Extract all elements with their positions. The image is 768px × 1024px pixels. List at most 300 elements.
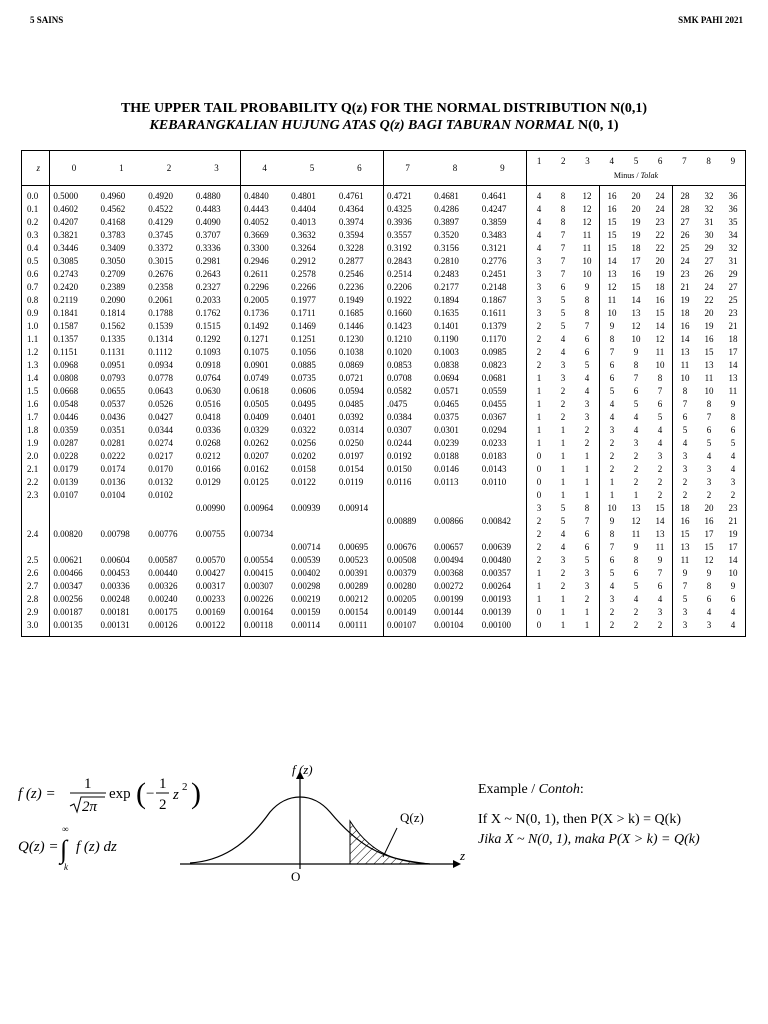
- table-row: [22, 372, 746, 385]
- difference-cell: 4: [609, 412, 615, 422]
- difference-cell: 1: [584, 607, 590, 617]
- difference-group: [672, 619, 745, 637]
- difference-cell: 1: [584, 451, 590, 461]
- probability-cell: 0.0764: [193, 372, 241, 385]
- probability-cell: 0.3228: [336, 242, 384, 255]
- probability-cell: 0.00280: [386, 581, 417, 591]
- difference-cell: 28: [680, 191, 690, 201]
- difference-cell: 1: [536, 594, 542, 604]
- probability-cell: 0.4404: [291, 204, 316, 214]
- probability-cell: 0.3446: [53, 243, 79, 253]
- pdf-lhs: f (z) =: [18, 786, 56, 802]
- difference-cell: 10: [607, 308, 617, 318]
- probability-cell: [193, 541, 241, 554]
- difference-cell: 11: [704, 373, 714, 383]
- difference-cell: 2: [584, 425, 590, 435]
- difference-cell: 5: [584, 555, 590, 565]
- difference-cell: 6: [633, 386, 639, 396]
- difference-cell: 3: [560, 373, 566, 383]
- difference-cell: 6: [657, 399, 663, 409]
- probability-cell: 0.0735: [291, 373, 316, 383]
- diff-header-2: 2: [561, 156, 566, 166]
- probability-cell: [145, 515, 193, 528]
- example-line-malay: Jika X ~ N(0, 1), maka P(X > k) = Q(k): [478, 832, 700, 847]
- probability-cell: 0.2743: [53, 269, 79, 279]
- difference-group: [672, 216, 745, 229]
- difference-cell: 4: [682, 438, 688, 448]
- probability-cell: 0.00734: [244, 529, 274, 539]
- difference-cell: 2: [609, 607, 615, 617]
- difference-group: [672, 476, 745, 489]
- probability-cell: 0.1020: [386, 347, 412, 357]
- probability-cell: 0.00135: [50, 619, 98, 637]
- difference-cell: 2: [560, 568, 566, 578]
- title-malay: [0, 118, 768, 134]
- probability-cell: 0.00307: [244, 581, 274, 591]
- probability-cell: 0.0436: [100, 412, 126, 422]
- difference-cell: 10: [728, 568, 738, 578]
- difference-cell: 5: [657, 412, 663, 422]
- difference-cell: 32: [704, 204, 714, 214]
- probability-cell: 0.4247: [479, 203, 527, 216]
- difference-cell: 0: [536, 451, 542, 461]
- probability-cell: 0.1335: [100, 334, 126, 344]
- probability-cell: 0.0582: [386, 386, 412, 396]
- difference-cell: 5: [633, 399, 639, 409]
- probability-cell: 0.00427: [193, 567, 241, 580]
- probability-cell: 0.1093: [193, 346, 241, 359]
- table-row: [22, 528, 746, 541]
- probability-cell: 0.0143: [479, 463, 527, 476]
- difference-cell: 1: [560, 464, 566, 474]
- difference-cell: 15: [607, 230, 617, 240]
- difference-cell: 7: [560, 243, 566, 253]
- probability-cell: 0.0287: [53, 438, 79, 448]
- probability-cell: 0.1587: [53, 321, 79, 331]
- difference-cell: 30: [704, 230, 714, 240]
- difference-group: [599, 515, 672, 528]
- probability-cell: 0.2420: [53, 282, 79, 292]
- difference-cell: 8: [633, 555, 639, 565]
- difference-cell: 2: [536, 542, 542, 552]
- probability-cell: 0.1894: [434, 295, 459, 305]
- probability-cell: 0.0485: [336, 398, 384, 411]
- probability-cell: 0.3483: [479, 229, 527, 242]
- difference-cell: 6: [706, 425, 712, 435]
- difference-cell: 6: [609, 555, 615, 565]
- difference-cell: 5: [560, 295, 566, 305]
- difference-group: [526, 359, 599, 372]
- difference-group: [599, 320, 672, 333]
- difference-group: [672, 281, 745, 294]
- difference-cell: 18: [655, 282, 665, 292]
- difference-cell: 0: [536, 607, 542, 617]
- half-numerator: 1: [159, 776, 167, 792]
- probability-cell: 0.2776: [479, 255, 527, 268]
- difference-cell: 19: [704, 321, 714, 331]
- difference-cell: 15: [607, 217, 617, 227]
- difference-cell: 22: [704, 295, 714, 305]
- probability-cell: 0.0158: [291, 464, 316, 474]
- difference-cell: 3: [706, 464, 712, 474]
- difference-cell: 1: [536, 373, 542, 383]
- example-title-colon: :: [579, 782, 584, 797]
- probability-cell: 0.1446: [336, 320, 384, 333]
- probability-cell: 0.00317: [193, 580, 241, 593]
- difference-cell: 5: [682, 594, 688, 604]
- probability-cell: 0.2546: [336, 268, 384, 281]
- probability-cell: 0.1271: [244, 334, 269, 344]
- probability-cell: 0.1867: [479, 294, 527, 307]
- table-row: [22, 320, 746, 333]
- difference-cell: 9: [730, 581, 736, 591]
- probability-cell: 0.0465: [434, 399, 459, 409]
- difference-cell: 26: [680, 230, 690, 240]
- difference-cell: 1: [609, 490, 615, 500]
- probability-cell: 0.00508: [386, 555, 417, 565]
- difference-cell: 3: [682, 607, 688, 617]
- difference-cell: 3: [560, 555, 566, 565]
- probability-cell: 0.2148: [479, 281, 527, 294]
- difference-group: [526, 593, 599, 606]
- header-right: SMK PAHI 2021: [678, 15, 743, 25]
- probability-cell: 0.3409: [100, 243, 126, 253]
- difference-cell: 26: [704, 269, 714, 279]
- difference-group: [526, 580, 599, 593]
- difference-cell: 8: [609, 334, 615, 344]
- z-value-cell: 1.2: [22, 346, 50, 359]
- difference-cell: 13: [680, 542, 690, 552]
- difference-cell: 4: [657, 594, 663, 604]
- difference-cell: 15: [631, 282, 641, 292]
- difference-cell: 14: [680, 334, 690, 344]
- probability-cell: 0.3336: [193, 242, 241, 255]
- probability-cell: [336, 489, 384, 502]
- difference-cell: 2: [560, 581, 566, 591]
- difference-cell: 2: [609, 451, 615, 461]
- probability-cell: 0.0307: [386, 425, 412, 435]
- table-row: [22, 255, 746, 268]
- probability-cell: 0.0401: [291, 412, 316, 422]
- difference-cell: 12: [655, 334, 665, 344]
- probability-cell: 0.00212: [336, 593, 384, 606]
- z-value-cell: 2.7: [22, 580, 50, 593]
- probability-cell: 0.1922: [386, 295, 412, 305]
- probability-cell: 0.4562: [100, 204, 126, 214]
- difference-cell: 9: [657, 555, 663, 565]
- probability-cell: 0.2236: [336, 281, 384, 294]
- table-row: [22, 333, 746, 346]
- difference-group: [526, 502, 599, 515]
- difference-cell: 5: [633, 581, 639, 591]
- difference-group: [599, 294, 672, 307]
- difference-cell: 9: [706, 568, 712, 578]
- difference-cell: 4: [560, 542, 566, 552]
- probability-cell: 0.00964: [244, 503, 274, 513]
- difference-cell: 1: [584, 490, 590, 500]
- z-value-cell: 2.1: [22, 463, 50, 476]
- difference-cell: 7: [633, 373, 639, 383]
- z-value-cell: 0.9: [22, 307, 50, 320]
- z-value-cell: 2.6: [22, 567, 50, 580]
- probability-cell: 0.0901: [244, 360, 269, 370]
- z-value-cell: 1.0: [22, 320, 50, 333]
- probability-cell: 0.00391: [336, 567, 384, 580]
- probability-cell: [336, 515, 384, 528]
- difference-cell: 24: [655, 191, 665, 201]
- difference-cell: 9: [633, 347, 639, 357]
- difference-cell: 35: [728, 217, 738, 227]
- probability-cell: 0.2514: [386, 269, 412, 279]
- probability-cell: 0.4761: [336, 186, 384, 204]
- difference-group: [526, 476, 599, 489]
- z-value-cell: 0.3: [22, 229, 50, 242]
- difference-group: [526, 619, 599, 637]
- probability-cell: 0.0102: [148, 490, 173, 500]
- probability-cell: 0.0256: [291, 438, 316, 448]
- difference-cell: 3: [536, 295, 542, 305]
- difference-cell: 19: [680, 295, 690, 305]
- difference-group: [526, 515, 599, 528]
- z-value-cell: 2.3: [22, 489, 50, 502]
- difference-cell: 15: [655, 503, 665, 513]
- table-row: [22, 186, 746, 204]
- difference-cell: 16: [704, 334, 714, 344]
- difference-cell: 1: [584, 620, 590, 630]
- difference-cell: 5: [560, 321, 566, 331]
- difference-cell: 3: [584, 568, 590, 578]
- difference-cell: 7: [584, 321, 590, 331]
- probability-cell: 0.3859: [479, 216, 527, 229]
- probability-cell: 0.00798: [100, 529, 130, 539]
- probability-cell: 0.00379: [386, 568, 417, 578]
- probability-cell: 0.3015: [148, 256, 173, 266]
- probability-cell: 0.0375: [434, 412, 459, 422]
- table-row: [22, 463, 746, 476]
- difference-cell: 3: [682, 620, 688, 630]
- table-row: [22, 385, 746, 398]
- probability-cell: 0.3897: [434, 217, 459, 227]
- difference-cell: 2: [633, 607, 639, 617]
- col-header-5: 5: [288, 151, 336, 186]
- difference-cell: 4: [633, 425, 639, 435]
- probability-cell: 0.00139: [479, 606, 527, 619]
- probability-cell: 0.0274: [148, 438, 173, 448]
- difference-cell: 3: [536, 256, 542, 266]
- difference-cell: 17: [728, 542, 738, 552]
- difference-cell: 7: [657, 568, 663, 578]
- difference-cell: 21: [728, 321, 738, 331]
- probability-cell: 0.0222: [100, 451, 126, 461]
- probability-cell: 0.0262: [244, 438, 269, 448]
- difference-group: [526, 398, 599, 411]
- difference-cell: 8: [584, 503, 590, 513]
- probability-cell: 0.0351: [100, 425, 126, 435]
- probability-cell: 0.4168: [100, 217, 126, 227]
- probability-cell: 0.3669: [244, 230, 269, 240]
- probability-cell: 0.1562: [100, 321, 126, 331]
- probability-cell: 0.2327: [193, 281, 241, 294]
- difference-cell: 12: [582, 217, 592, 227]
- difference-group: [526, 294, 599, 307]
- half-denominator: 2: [159, 797, 167, 813]
- difference-cell: 17: [704, 529, 714, 539]
- difference-cell: 3: [536, 269, 542, 279]
- probability-cell: [288, 489, 336, 502]
- difference-cell: 1: [584, 464, 590, 474]
- probability-cell: 0.00842: [479, 515, 527, 528]
- probability-cell: 0.00233: [193, 593, 241, 606]
- probability-cell: 0.2061: [148, 295, 173, 305]
- difference-cell: 6: [730, 594, 736, 604]
- probability-cell: 0.0233: [479, 437, 527, 450]
- difference-cell: 4: [609, 399, 615, 409]
- difference-cell: 20: [704, 503, 714, 513]
- normal-distribution-table: [21, 150, 746, 637]
- difference-cell: 6: [584, 542, 590, 552]
- difference-cell: 5: [560, 516, 566, 526]
- probability-cell: 0.0548: [53, 399, 79, 409]
- probability-cell: 0.1814: [100, 308, 126, 318]
- z-value-cell: 2.0: [22, 450, 50, 463]
- probability-cell: 0.0119: [336, 476, 384, 489]
- z-value-cell: 1.8: [22, 424, 50, 437]
- probability-cell: 0.0336: [193, 424, 241, 437]
- difference-group: [599, 463, 672, 476]
- difference-cell: 4: [584, 386, 590, 396]
- difference-cell: 20: [655, 256, 665, 266]
- difference-group: [599, 411, 672, 424]
- difference-cell: 27: [680, 217, 690, 227]
- z-value-cell: [22, 541, 50, 554]
- difference-cell: 18: [680, 503, 690, 513]
- probability-cell: 0.2912: [291, 256, 316, 266]
- probability-cell: 0.0869: [336, 359, 384, 372]
- probability-cell: 0.0174: [100, 464, 126, 474]
- difference-cell: 6: [609, 360, 615, 370]
- difference-cell: 2: [633, 464, 639, 474]
- probability-cell: 0.0268: [193, 437, 241, 450]
- difference-group: [526, 346, 599, 359]
- probability-cell: 0.3783: [100, 230, 126, 240]
- pdf-denominator: 2π: [82, 799, 98, 815]
- difference-group: [599, 229, 672, 242]
- difference-cell: 10: [655, 360, 665, 370]
- difference-cell: 2: [706, 490, 712, 500]
- table-row: [22, 619, 746, 637]
- probability-cell: 0.0455: [479, 398, 527, 411]
- probability-cell: 0.0655: [100, 386, 126, 396]
- difference-cell: 3: [657, 607, 663, 617]
- probability-cell: 0.0192: [386, 451, 412, 461]
- difference-cell: 5: [609, 568, 615, 578]
- difference-group: [672, 437, 745, 450]
- difference-cell: 28: [680, 204, 690, 214]
- probability-cell: 0.0392: [336, 411, 384, 424]
- probability-cell: 0.1357: [53, 334, 79, 344]
- probability-cell: .0475: [386, 399, 408, 409]
- difference-group: [526, 203, 599, 216]
- difference-cell: 12: [704, 555, 714, 565]
- probability-cell: 0.4522: [148, 204, 173, 214]
- difference-cell: 4: [706, 607, 712, 617]
- difference-cell: 16: [631, 269, 641, 279]
- difference-cell: 2: [657, 477, 663, 487]
- probability-cell: 0.1977: [291, 295, 316, 305]
- difference-cell: 16: [704, 516, 714, 526]
- difference-cell: 5: [706, 438, 712, 448]
- difference-group: [672, 567, 745, 580]
- difference-cell: 3: [536, 282, 542, 292]
- table-row: [22, 411, 746, 424]
- probability-cell: 0.00226: [244, 594, 274, 604]
- z-value-cell: 0.5: [22, 255, 50, 268]
- probability-cell: 0.1230: [336, 333, 384, 346]
- probability-cell: 0.00639: [479, 541, 527, 554]
- probability-cell: 0.0559: [479, 385, 527, 398]
- difference-cell: 3: [706, 477, 712, 487]
- probability-cell: 0.00914: [336, 502, 384, 515]
- difference-group: [526, 411, 599, 424]
- probability-cell: 0.00402: [291, 568, 321, 578]
- probability-cell: 0.2643: [193, 268, 241, 281]
- difference-cell: 2: [633, 451, 639, 461]
- probability-cell: 0.1660: [386, 308, 412, 318]
- probability-cell: 0.00368: [434, 568, 464, 578]
- difference-group: [672, 320, 745, 333]
- difference-cell: 16: [680, 516, 690, 526]
- difference-cell: 11: [680, 360, 690, 370]
- probability-cell: [98, 541, 146, 554]
- difference-group: [526, 268, 599, 281]
- table-row: [22, 476, 746, 489]
- difference-cell: 13: [704, 360, 714, 370]
- difference-cell: 7: [560, 230, 566, 240]
- probability-cell: 0.0129: [193, 476, 241, 489]
- difference-cell: 2: [609, 464, 615, 474]
- difference-cell: 12: [582, 204, 592, 214]
- difference-cell: 2: [633, 620, 639, 630]
- difference-cell: 8: [609, 529, 615, 539]
- probability-cell: 0.00453: [100, 568, 130, 578]
- integral-lower-limit: k: [64, 862, 68, 872]
- probability-cell: 0.2578: [291, 269, 316, 279]
- difference-cell: 23: [680, 269, 690, 279]
- probability-cell: 0.00240: [148, 594, 178, 604]
- probability-cell: 0.0359: [53, 425, 79, 435]
- probability-cell: 0.0409: [244, 412, 269, 422]
- difference-group: [672, 372, 745, 385]
- probability-cell: 0.2177: [434, 282, 459, 292]
- table-body: [22, 186, 746, 637]
- probability-cell: 0.0183: [479, 450, 527, 463]
- probability-cell: [479, 528, 527, 541]
- probability-cell: 0.1685: [336, 307, 384, 320]
- difference-group: [672, 255, 745, 268]
- difference-cell: 12: [607, 282, 617, 292]
- difference-cell: 34: [728, 230, 738, 240]
- probability-cell: 0.3974: [336, 216, 384, 229]
- probability-cell: 0.0885: [291, 360, 316, 370]
- probability-cell: 0.1841: [53, 308, 79, 318]
- minus-sign: −: [146, 786, 155, 802]
- difference-cell: 6: [706, 594, 712, 604]
- difference-group: [672, 554, 745, 567]
- difference-group: [599, 541, 672, 554]
- probability-cell: 0.00990: [193, 502, 241, 515]
- difference-cell: 1: [560, 490, 566, 500]
- probability-cell: 0.1515: [193, 320, 241, 333]
